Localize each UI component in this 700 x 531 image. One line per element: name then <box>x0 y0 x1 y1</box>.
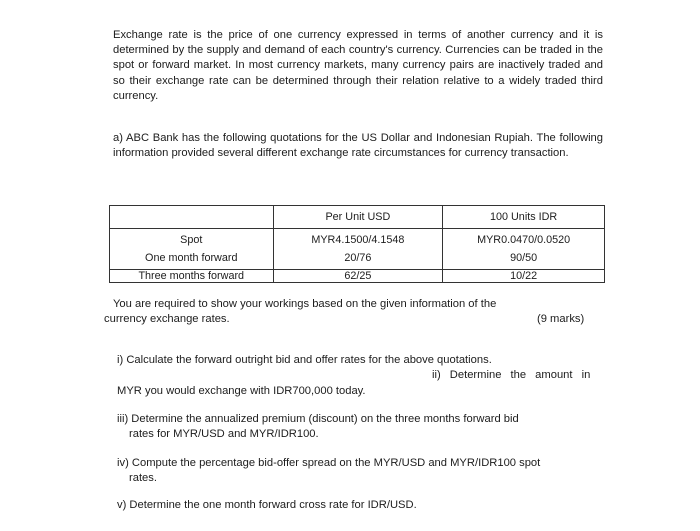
question-a-paragraph: a) ABC Bank has the following quotations for the US Dollar and Indonesian Rupiah. The following information provided several different exchange rate circumstances for currency transaction. <box>113 132 603 160</box>
question-v: v) Determine the one month forward cross rate for IDR/USD. <box>117 499 417 511</box>
table-row <box>110 206 605 229</box>
idr-one-month-value: 90/50 <box>510 252 538 264</box>
question-iii <box>117 412 603 442</box>
idr-three-months-value: 10/22 <box>443 270 605 283</box>
question-iii-line: iii) Determine the annualized premium (discount) on the three months forward bid <box>117 413 519 425</box>
usd-three-months-value: 62/25 <box>273 270 443 283</box>
row-labels-cell <box>110 229 274 270</box>
marks-label: (9 marks) <box>537 313 585 325</box>
idr-values-cell <box>443 229 605 270</box>
instruction-line: currency exchange rates. <box>104 313 230 325</box>
question-ii-continued: MYR you would exchange with IDR700,000 today. <box>117 385 366 397</box>
question-iv <box>117 456 603 486</box>
row-label-one-month: One month forward <box>145 252 238 264</box>
instruction-line: You are required to show your workings based on the given information of the <box>113 298 497 310</box>
table-row <box>110 229 605 270</box>
table-header-cell: 100 Units IDR <box>443 206 605 229</box>
intro-paragraph: Exchange rate is the price of one currency expressed in terms of another currency and it is determined by the supply and demand of each country's currency. Currencies can be traded in the spot or forward market. In most currency markets, many currency pairs are inactively traded and so their exchange rate can be determined through their relation relative to a widely traded third currency. <box>113 29 603 102</box>
question-iv-line: rates. <box>129 472 157 484</box>
row-label-spot: Spot <box>180 234 203 246</box>
question-ii: ii) Determine the amount in <box>432 369 591 381</box>
table-row <box>110 270 605 283</box>
question-i: i) Calculate the forward outright bid and offer rates for the above quotations. <box>117 354 492 366</box>
quotation-table <box>109 205 605 283</box>
usd-spot-value: MYR4.1500/4.1548 <box>311 234 405 246</box>
row-label-three-months: Three months forward <box>110 270 274 283</box>
question-iii-line: rates for MYR/USD and MYR/IDR100. <box>129 428 319 440</box>
usd-values-cell <box>273 229 443 270</box>
idr-spot-value: MYR0.0470/0.0520 <box>477 234 571 246</box>
table-header-cell <box>110 206 274 229</box>
question-iv-line: iv) Compute the percentage bid-offer spread on the MYR/USD and MYR/IDR100 spot <box>117 457 541 469</box>
usd-one-month-value: 20/76 <box>344 252 372 264</box>
table-header-cell: Per Unit USD <box>273 206 443 229</box>
